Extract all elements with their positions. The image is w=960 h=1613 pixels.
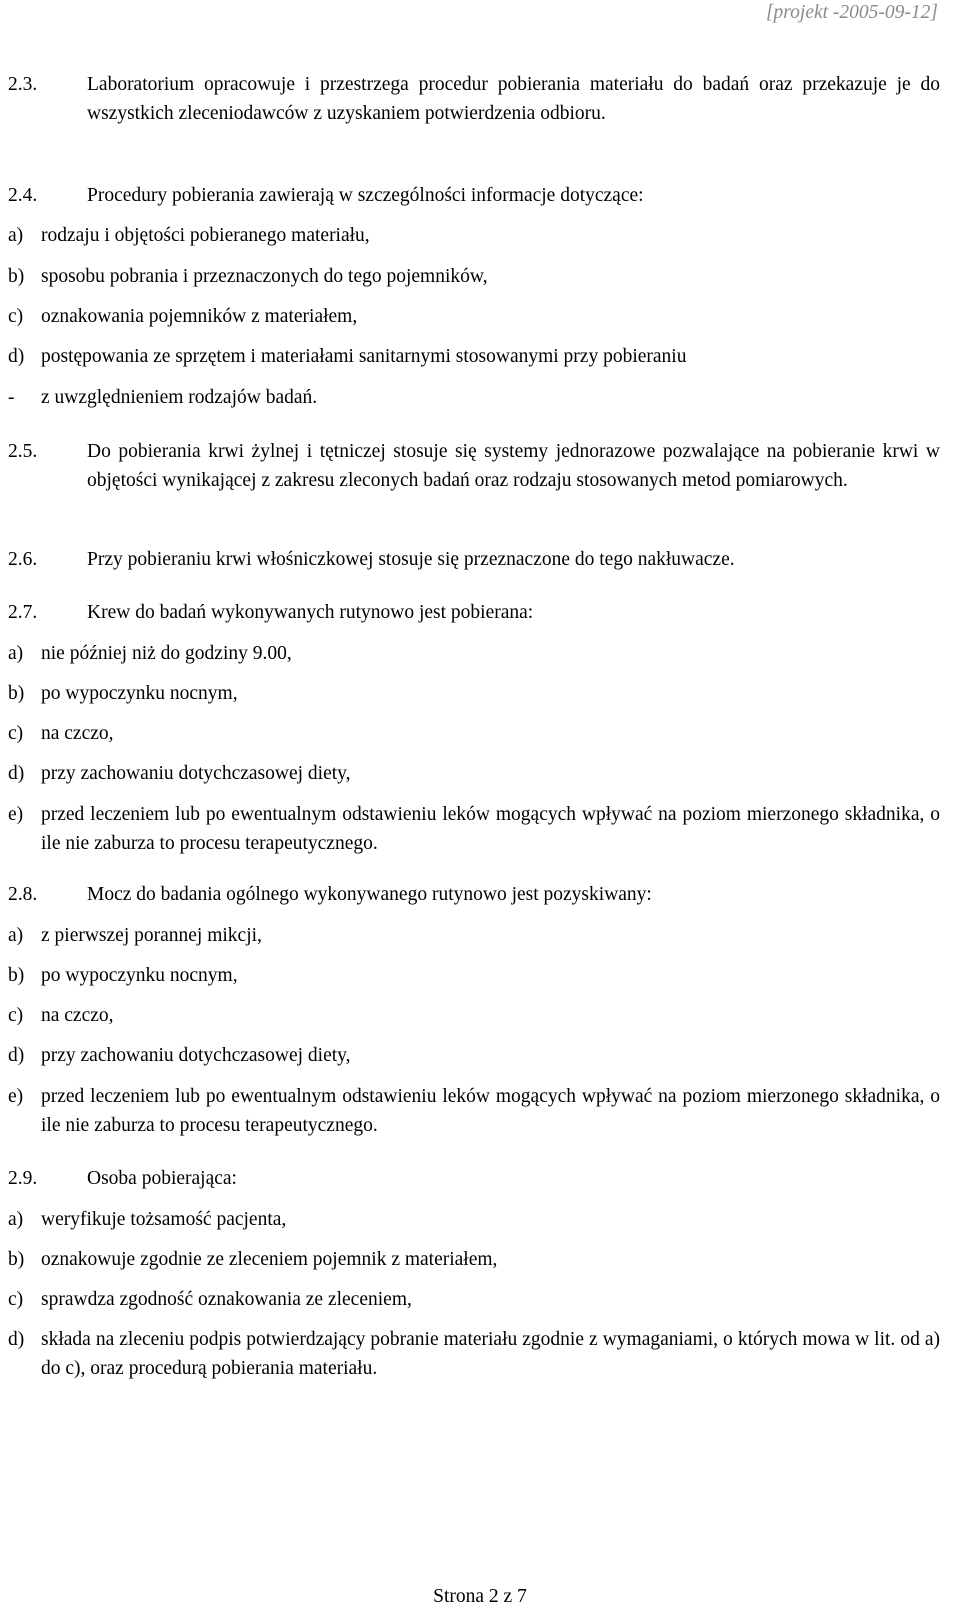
list-text: po wypoczynku nocnym, [41, 683, 238, 704]
section-text: Osoba pobierająca: [87, 1168, 237, 1189]
list-text: składa na zleceniu podpis potwierdzający pobranie materiału zgodnie z wymaganiami, o których mowa w lit. od a) do c), oraz procedurą pobierania materiału. [41, 1329, 940, 1379]
list-text: przed leczeniem lub po ewentualnym odstawieniu leków mogących wpływać na poziom mierzonego składnika, o ile nie zaburza to procesu terapeutycznego. [41, 1086, 940, 1136]
list-item [8, 800, 940, 858]
list-item [8, 342, 940, 371]
list-letter: b) [8, 1249, 25, 1270]
list-letter: a) [8, 925, 24, 946]
list-item [8, 262, 940, 291]
list-letter: a) [8, 1209, 24, 1230]
list-letter: d) [8, 1329, 25, 1350]
list-letter: d) [8, 1045, 25, 1066]
list-text: przy zachowaniu dotychczasowej diety, [41, 1045, 351, 1066]
list-text: przed leczeniem lub po ewentualnym odstawieniu leków mogących wpływać na poziom mierzonego składnika, o ile nie zaburza to procesu terapeutycznego. [41, 804, 940, 854]
list-letter: c) [8, 1289, 24, 1310]
section-2-5 [8, 437, 940, 495]
section-2-8 [8, 880, 940, 909]
list-item [8, 759, 940, 788]
section-2-4 [8, 181, 940, 210]
list-item [8, 221, 940, 250]
section-text: Krew do badań wykonywanych rutynowo jest pobierana: [87, 602, 534, 623]
section-2-3 [8, 70, 940, 128]
list-text: przy zachowaniu dotychczasowej diety, [41, 763, 351, 784]
section-number: 2.6. [8, 549, 38, 570]
section-number: 2.3. [8, 74, 38, 95]
section-text: Do pobierania krwi żylnej i tętniczej stosuje się systemy jednorazowe pozwalające na pobieranie krwi w objętości wynikającej z zakresu zleconych badań oraz rodzaju stosowanych metod pomiarowych. [87, 441, 940, 491]
list-text: z uwzględnieniem rodzajów badań. [41, 387, 318, 408]
list-text: oznakowania pojemników z materiałem, [41, 306, 358, 327]
list-letter: b) [8, 266, 25, 287]
list-text: postępowania ze sprzętem i materiałami sanitarnymi stosowanymi przy pobieraniu [41, 346, 687, 367]
list-text: weryfikuje tożsamość pacjenta, [41, 1209, 287, 1230]
list-item [8, 1205, 940, 1234]
draft-date-header: [projekt -2005-09-12] [765, 2, 938, 23]
list-item [8, 1285, 940, 1314]
list-text: sposobu pobrania i przeznaczonych do tego pojemników, [41, 266, 488, 287]
section-2-7 [8, 598, 940, 627]
list-text: na czczo, [41, 723, 114, 744]
list-text: sprawdza zgodność oznakowania ze zleceniem, [41, 1289, 412, 1310]
section-text: Mocz do badania ogólnego wykonywanego rutynowo jest pozyskiwany: [87, 884, 652, 905]
list-text: po wypoczynku nocnym, [41, 965, 238, 986]
list-item [8, 1001, 940, 1030]
list-letter: a) [8, 225, 24, 246]
section-text: Przy pobieraniu krwi włośniczkowej stosuje się przeznaczone do tego nakłuwacze. [87, 549, 735, 570]
list-letter: e) [8, 804, 24, 825]
list-item [8, 1041, 940, 1070]
list-text: na czczo, [41, 1005, 114, 1026]
list-item [8, 679, 940, 708]
list-item [8, 302, 940, 331]
list-text: z pierwszej porannej mikcji, [41, 925, 262, 946]
list-item [8, 921, 940, 950]
section-text: Procedury pobierania zawierają w szczególności informacje dotyczące: [87, 185, 644, 206]
list-text: rodzaju i objętości pobieranego materiału, [41, 225, 370, 246]
list-item [8, 1082, 940, 1140]
list-letter: c) [8, 1005, 24, 1026]
list-item [8, 1325, 940, 1383]
list-item [8, 639, 940, 668]
list-letter: a) [8, 643, 24, 664]
list-item [8, 719, 940, 748]
list-letter: c) [8, 723, 24, 744]
list-letter: b) [8, 965, 25, 986]
list-text: oznakowuje zgodnie ze zleceniem pojemnik z materiałem, [41, 1249, 498, 1270]
section-number: 2.9. [8, 1168, 38, 1189]
list-text: nie później niż do godziny 9.00, [41, 643, 292, 664]
section-number: 2.7. [8, 602, 38, 623]
page-number-footer: Strona 2 z 7 [433, 1586, 527, 1607]
list-letter: e) [8, 1086, 24, 1107]
list-letter: b) [8, 683, 25, 704]
list-item [8, 1245, 940, 1274]
list-letter: d) [8, 763, 25, 784]
list-item [8, 383, 940, 412]
list-item [8, 961, 940, 990]
section-2-6 [8, 545, 940, 574]
list-letter: c) [8, 306, 24, 327]
section-number: 2.8. [8, 884, 38, 905]
list-letter: d) [8, 346, 25, 367]
list-dash: - [8, 387, 15, 408]
section-number: 2.5. [8, 441, 38, 462]
section-number: 2.4. [8, 185, 38, 206]
section-text: Laboratorium opracowuje i przestrzega procedur pobierania materiału do badań oraz przekazuje je do wszystkich zleceniodawców z uzyskaniem potwierdzenia odbioru. [87, 74, 940, 124]
section-2-9 [8, 1164, 940, 1193]
